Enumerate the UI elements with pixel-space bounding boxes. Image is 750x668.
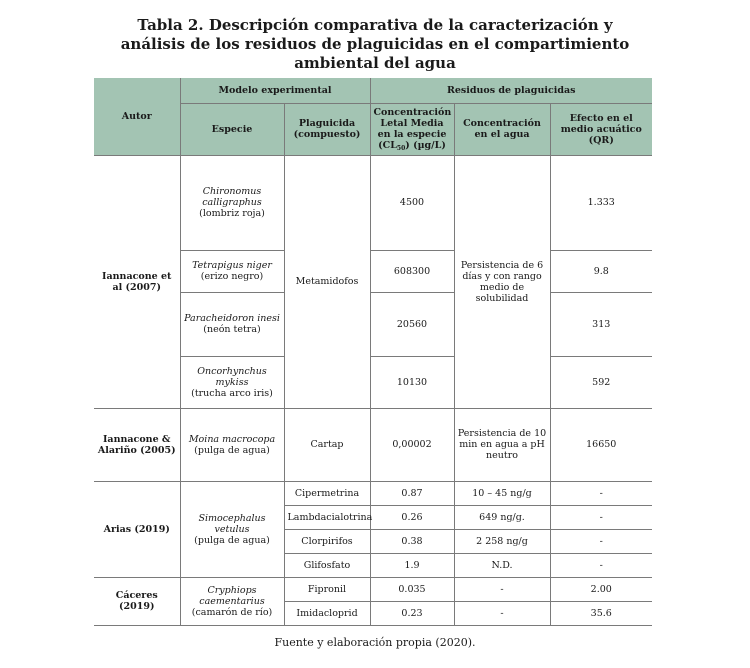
- header-especie: Especie: [180, 103, 284, 155]
- especie-comun: (pulga de agua): [194, 444, 270, 456]
- header-modelo-experimental: Modelo experimental: [180, 78, 370, 103]
- cell-concentracion-agua: 10 – 45 ng/g: [454, 481, 550, 505]
- cell-plaguicida: Metamidofos: [284, 155, 370, 408]
- header-cl50-text: Concentración Letal Media en la especie (CL: [373, 106, 452, 151]
- header-cl50: [370, 103, 454, 155]
- title-line: Tabla 2. Descripción comparativa de la caracterización y: [137, 16, 613, 34]
- title-line: ambiental del agua: [294, 54, 456, 72]
- cell-especie: [180, 292, 284, 356]
- cell-autor: Iannacone et al (2007): [94, 155, 180, 408]
- especie-cientifica: Simocephalus vetulus: [198, 512, 266, 535]
- comparison-table: [94, 78, 652, 626]
- cell-qr: -: [550, 505, 652, 529]
- cell-qr: 2.00: [550, 577, 652, 601]
- cell-concentracion-agua: -: [454, 601, 550, 625]
- cell-qr: 9.8: [550, 250, 652, 292]
- cell-autor: Arias (2019): [94, 481, 180, 577]
- table-row: [94, 408, 652, 481]
- cell-especie: [180, 356, 284, 408]
- cell-plaguicida: Glifosfato: [284, 553, 370, 577]
- especie-cientifica: Oncorhynchus mykiss: [197, 365, 267, 388]
- especie-cientifica: Cryphiops caementarius: [199, 584, 265, 607]
- cell-cl50: 10130: [370, 356, 454, 408]
- especie-comun: (pulga de agua): [194, 534, 270, 546]
- cell-concentracion-agua: Persistencia de 6 días y con rango medio de solubilidad: [454, 155, 550, 408]
- especie-comun: (trucha arco iris): [191, 387, 273, 399]
- header-efecto: Efecto en el medio acuático (QR): [550, 103, 652, 155]
- cell-plaguicida: Cipermetrina: [284, 481, 370, 505]
- especie-cientifica: Paracheidoron inesi: [184, 313, 280, 324]
- cell-cl50: 0.26: [370, 505, 454, 529]
- cell-qr: -: [550, 529, 652, 553]
- header-autor: Autor: [94, 78, 180, 155]
- cell-concentracion-agua: Persistencia de 10 min en agua a pH neutro: [454, 408, 550, 481]
- especie-cientifica: Chironomus calligraphus: [202, 186, 262, 208]
- cell-qr: 592: [550, 356, 652, 408]
- title-line: análisis de los residuos de plaguicidas en el compartimiento: [120, 35, 630, 53]
- cell-qr: 35.6: [550, 601, 652, 625]
- cell-cl50: 1.9: [370, 553, 454, 577]
- cell-especie: [180, 155, 284, 250]
- header-concentracion-agua: Concentración en el agua: [454, 103, 550, 155]
- cell-concentracion-agua: 649 ng/g.: [454, 505, 550, 529]
- table-row: [94, 481, 652, 505]
- cell-cl50: 0.035: [370, 577, 454, 601]
- header-residuos: Residuos de plaguicidas: [370, 78, 652, 103]
- header-cl50-subscript: 50: [396, 144, 406, 152]
- cell-plaguicida: Lambdacialotrina: [284, 505, 370, 529]
- especie-comun: (lombriz roja): [199, 208, 265, 219]
- cell-plaguicida: Imidacloprid: [284, 601, 370, 625]
- especie-comun: (neón tetra): [203, 324, 261, 335]
- cell-cl50: 0,00002: [370, 408, 454, 481]
- cell-especie: [180, 250, 284, 292]
- cell-concentracion-agua: -: [454, 577, 550, 601]
- cell-qr: 313: [550, 292, 652, 356]
- cell-plaguicida: Cartap: [284, 408, 370, 481]
- cell-concentracion-agua: 2 258 ng/g: [454, 529, 550, 553]
- especie-cientifica: Moina macrocopa: [188, 433, 276, 445]
- table-row: [94, 155, 652, 250]
- cell-qr: -: [550, 481, 652, 505]
- cell-concentracion-agua: N.D.: [454, 553, 550, 577]
- header-cl50-unit: ) (µg/L): [405, 139, 446, 151]
- cell-cl50: 608300: [370, 250, 454, 292]
- cell-especie: [180, 408, 284, 481]
- cell-cl50: 0.23: [370, 601, 454, 625]
- especie-comun: (erizo negro): [200, 271, 264, 282]
- cell-especie: [180, 481, 284, 577]
- cell-cl50: 0.87: [370, 481, 454, 505]
- especie-comun: (camarón de río): [191, 606, 273, 618]
- cell-plaguicida: Clorpirifos: [284, 529, 370, 553]
- table-row: [94, 577, 652, 601]
- cell-especie: [180, 577, 284, 625]
- cell-autor: Iannacone & Alariño (2005): [94, 408, 180, 481]
- cell-qr: 16650: [550, 408, 652, 481]
- cell-plaguicida: Fipronil: [284, 577, 370, 601]
- cell-qr: 1.333: [550, 155, 652, 250]
- header-plaguicida: Plaguicida (compuesto): [284, 103, 370, 155]
- cell-cl50: 0.38: [370, 529, 454, 553]
- table-caption: Fuente y elaboración propia (2020).: [274, 636, 476, 649]
- cell-cl50: 4500: [370, 155, 454, 250]
- cell-qr: -: [550, 553, 652, 577]
- especie-cientifica: Tetrapigus niger: [192, 260, 272, 271]
- cell-cl50: 20560: [370, 292, 454, 356]
- table-title: [95, 16, 655, 73]
- cell-autor: Cáceres (2019): [94, 577, 180, 625]
